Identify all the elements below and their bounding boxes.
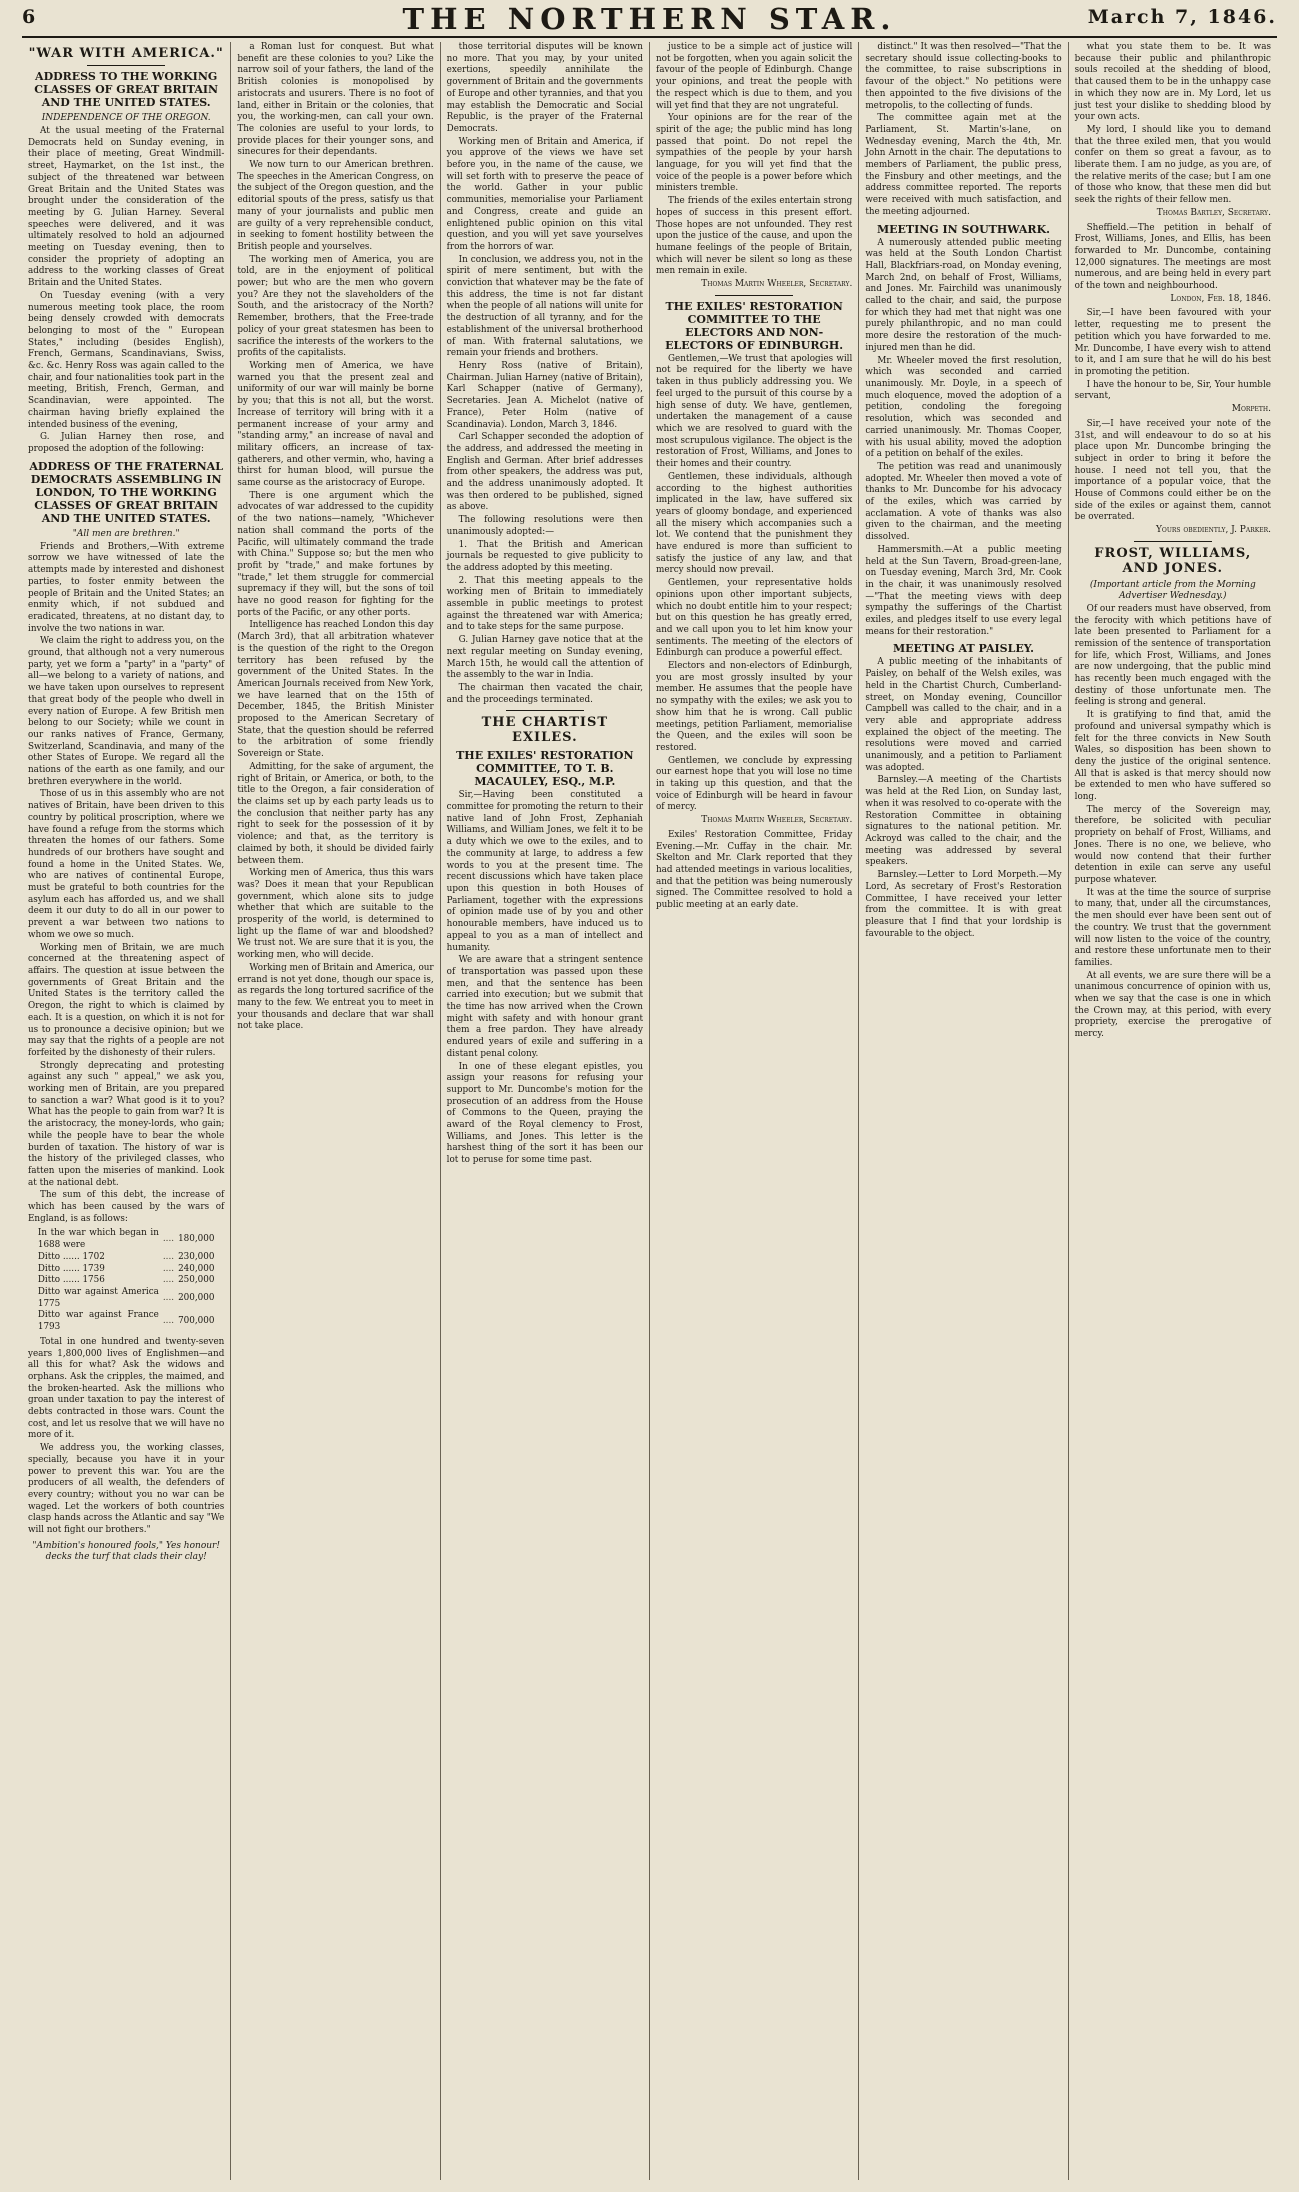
headline-edinburgh-address: THE EXILES' RESTORATION COMMITTEE TO THE ELECTORS AND NON-ELECTORS OF EDINBURGH. (665, 299, 844, 352)
column-1 (22, 42, 231, 2180)
paragraph: I have the honour to be, Sir, Your humble servant, (1074, 379, 1271, 402)
table-cell-label: Ditto ...... 1702 (37, 1251, 105, 1262)
paragraph: In one of these elegant epistles, you assign your reasons for refusing your support to Mr. Duncombe's motion for the prosecution of an address from the House of Commons to the Queen, praying the award of the Royal clemency to Frost, Williams, and Jones. This letter is the harshest thing of the sort it has been our lot to peruse for some time past. (446, 1061, 643, 1166)
paragraph: A public meeting of the inhabitants of Paisley, on behalf of the Welsh exiles, was held in the Chartist Church, Cumberland-street, on Monday evening, Councillor Campbell was called to the chair, and in a very able and appropriate address explained the object of the meeting. The resolutions were moved and carried unanimously, and a petition to Parliament was adopted. (865, 657, 1062, 773)
paragraph: 1. That the British and American journals be requested to give publicity to the address adopted by this meeting. (446, 539, 643, 573)
leader-dots: .... (162, 1316, 175, 1327)
paragraph: what you state them to be. It was because their public and philanthropic souls recoiled at the shedding of blood, that caused them to be in the unhappy case in which they now are in. My Lord, let us just test your dislike to shedding blood by your own acts. (1074, 42, 1271, 123)
table-row (36, 1275, 217, 1287)
paragraph: distinct." It was then resolved—"That the secretary should issue collecting-books to the committee, to raise subscriptions in favour of the object." No petitions were then appointed to the five divisions of the metropolis, to the collecting of funds. (865, 42, 1062, 111)
paragraph: G. Julian Harney gave notice that at the next regular meeting on Sunday evening, March 15th, he would call the attention of the assembly to the war in India. (446, 635, 643, 681)
paragraph: A numerously attended public meeting was held at the South London Chartist Hall, Blackfriars-road, on Monday evening, March 2nd, on behalf of Frost, Williams, and Jones. Mr. Fairchild was unanimously called to the chair, and said, the purpose for which they had met that night was one purely philanthropic, and no man could more desire the restoration of the much-injured men than he did. (865, 237, 1062, 353)
table-cell-value: 250,000 (178, 1275, 215, 1286)
paragraph: Your opinions are for the rear of the spirit of the age; the public mind has long passed that point. Do not repel the sympathies of the people by your harsh language, for you will yet find that the voice of the people is a power before which ministers tremble. (655, 113, 853, 194)
paragraph: The working men of America, you are told, are in the enjoyment of political power; but who are the men who govern you? Are they not the slaveholders of the South, and the aristocracy of the North? Remember, brothers, that the Free-trade policy of your great statesmen has been to sacrifice the interests of the workers to the profits of the capitalists. (237, 254, 434, 359)
table-cell-label: Ditto ...... 1739 (37, 1263, 105, 1274)
column-6 (1069, 42, 1277, 2180)
table-cell-label: Ditto ...... 1756 (37, 1275, 105, 1286)
paragraph: Working men of Britain and America, if you approve of the views we have set before you, in the name of the cause, we will set forth with to preserve the peace of the world. Gather in your public communities, memorialise your Parliament and Congress, create and guide an enlightened public opinion on this vital question, and you will yet save yourselves from the horrors of war. (446, 136, 643, 252)
paragraph: The sum of this debt, the increase of which has been caused by the wars of England, is as follows: (28, 1190, 225, 1224)
paragraph: At the usual meeting of the Fraternal Democrats held on Sunday evening, in their place of meeting, Great Windmill-street, Haymarket, on the 1st inst., the subject of the threatened war between Great Britain and the United States was brought under the consideration of the meeting by G. Julian Harney. Several speeches were delivered, and it was ultimately resolved to hold an adjourned meeting on Tuesday evening, then to consider the propriety of adopting an address to the working classes of Great Britain and the United States. (28, 126, 225, 289)
paragraph: We are aware that a stringent sentence of transportation was passed upon these men, and that the sentence has been carried into execution; but we submit that the time has now arrived when the Crown might with safety and with honour grant them a free pardon. They have already endured years of exile and suffering in a distant penal colony. (446, 955, 643, 1059)
page-number: 6 (22, 6, 36, 28)
paragraph: We address you, the working classes, specially, because you have it in your power to prevent this war. You are the producers of all wealth, the defenders of every country; without you no war can be waged. Let the workers of both countries clasp hands across the Atlantic and say "We will not fight our brothers." (28, 1443, 225, 1536)
paragraph: It is gratifying to find that, amid the profound and universal sympathy which is felt for the three convicts in New South Wales, so disposition has been shown to deny the justice of the original sentence. All that is asked is that mercy should now be extended to men who have suffered so long. (1074, 710, 1271, 803)
table-cell-value: 230,000 (178, 1251, 215, 1262)
signature: Morpeth. (1231, 404, 1271, 415)
table-cell-value: 200,000 (178, 1292, 215, 1303)
paragraph: It was at the time the source of surprise to many, that, under all the circumstances, the men should ever have been sent out of the country. We trust that the government will now listen to the voice of the country, and restore these unfortunate men to their families. (1074, 887, 1271, 968)
paragraph: justice to be a simple act of justice will not be forgotten, when you again solicit the favour of the people of Edinburgh. Change your opinions, and treat the people with the respect which is due to them, and you will yet find that they are not ungrateful. (655, 42, 853, 111)
leader-dots: .... (162, 1251, 175, 1262)
table-row (36, 1287, 217, 1310)
paragraph: Working men of Britain, we are much concerned at the threatening aspect of affairs. The question at issue between the governments of Great Britain and the United States is the territory called the Oregon, the right to which is claimed by each. It is a question, on which it is not for us to pronounce a decisive opinion; but we may say that the rights of a people are not forfeited by the dishonesty of their rulers. (28, 942, 225, 1058)
signatories: Henry Ross (native of Britain), Chairman. Julian Harney (native of Britain), Karl Schapper (native of Germany), Secretaries. Jean A. Michelot (native of France), Peter Holm (native of Scandinavia). London, March 3, 1846. (446, 360, 643, 430)
column-4 (650, 42, 859, 2180)
newspaper-title: THE NORTHERN STAR. (402, 2, 897, 36)
paragraph: Sir,—I have been favoured with your letter, requesting me to present the petition which you have forwarded to me. Mr. Duncombe, I have every wish to attend to it, and I am sure that he will do his best in promoting the petition. (1074, 308, 1271, 377)
paragraph: The committee again met at the Parliament, St. Martin's-lane, on Wednesday evening, March the 4th, Mr. John Arnott in the chair. The deputations to members of Parliament, the public press, the Finsbury and other meetings, and the address committee reported. The reports were received with much satisfaction, and the meeting adjourned. (865, 113, 1062, 217)
table-cell-label: Ditto war against America 1775 (37, 1286, 159, 1309)
table-cell-label: In the war which began in 1688 were (37, 1228, 159, 1251)
verse-quote: "Ambition's honoured fools," Yes honour! decks the turf that clads their clay! (32, 1540, 220, 1562)
paragraph: We claim the right to address you, on the ground, that although not a very numerous party, yet we form a "party" in a "party" of all—we belong to a variety of nations, and we have taken upon ourselves to represent that great body of the people who dwell in every nation of Europe. A few British men belong to our Society; while we count in our ranks natives of France, Germany, Switzerland, Scandinavia, and many of the other States of Europe. We regard all the nations of the earth as one family, and our brethren everywhere in the world. (28, 636, 225, 787)
paragraph: those territorial disputes will be known no more. That you may, by your united exertions, speedily annihilate the government of Britain and the governments of Europe and other tyrannies, and that you may establish the Democratic and Social Republic, is the prayer of the Fraternal Democrats. (446, 42, 643, 134)
signature: Yours obediently, J. Parker. (1155, 525, 1271, 536)
paragraph: Mr. Wheeler moved the first resolution, which was seconded and carried unanimously. Mr. Doyle, in a speech of much eloquence, moved the adoption of a petition, condoling the foregoing resolution, which was seconded and carried unanimously. Mr. Thomas Cooper, with his usual ability, moved the adoption of a petition on behalf of the exiles. (865, 355, 1062, 460)
war-casualty-table (36, 1228, 217, 1333)
paragraph: a Roman lust for conquest. But what benefit are these colonies to you? Like the narrow soil of your fathers, the land of the British colonies is monopolised by aristocrats and usurers. There is no foot of land, either in Britain or the colonies, that you, the working-men, can call your own. The colonies are useful to your lords, to provide places for their younger sons, and sinecures for their dependants. (237, 42, 434, 158)
headline-war-with-america: "WAR WITH AMERICA." (28, 46, 224, 61)
headline-paisley-meeting: MEETING AT PAISLEY. (892, 642, 1034, 656)
paragraph: Sir,—I have received your note of the 31st, and will endeavour to do so at his place upon Mr. Duncombe bringing the subject in order to bring it before the house. I need not tell you, that the importance of a popular voice, that the House of Commons could either be on the side of the exiles or against them, cannot be overrated. (1074, 418, 1271, 523)
paragraph: Working men of Britain and America, our errand is not yet done, though our space is, as regards the long tortured sacrifice of the many to the few. We entreat you to meet in your thousands and declare that war shall not take place. (237, 962, 434, 1032)
paragraph: The petition was read and unanimously adopted. Mr. Wheeler then moved a vote of thanks to Mr. Duncombe for his advocacy of the exiles, which was carried by acclamation. A vote of thanks was also given to the chairman, and the meeting dissolved. (865, 461, 1062, 543)
paragraph: Of our readers must have observed, from the ferocity with which petitions have of late been presented to Parliament for a remission of the sentence of transportation for life, which Frost, Williams, and Jones are now undergoing, that the public mind has recently been much engaged with the destiny of those unfortunate men. The feeling is strong and general. (1074, 603, 1271, 708)
divider (1134, 541, 1213, 542)
leader-dots: .... (162, 1263, 175, 1274)
paragraph: Exiles' Restoration Committee, Friday Evening.—Mr. Cuffay in the chair. Mr. Skelton and Mr. Clark reported that they had attended meetings in various localities, and that the petition was being numerously signed. The Committee resolved to hold a public meeting at an early date. (655, 829, 853, 911)
headline-fraternal-address: ADDRESS OF THE FRATERNAL DEMOCRATS ASSEMBLING IN LONDON, TO THE WORKING CLASSES OF GREAT BRITAIN AND THE UNITED STATES. (29, 459, 223, 525)
leader-dots: .... (162, 1275, 175, 1286)
article-columns (22, 42, 1277, 2180)
paragraph: We now turn to our American brethren. The speeches in the American Congress, on the subject of the Oregon question, and the editorial spouts of the press, satisfy us that many of your journalists and public men are guilty of a very reprehensible conduct, in seeking to foment hostility between the British people and yourselves. (237, 160, 434, 252)
paragraph: Barnsley.—Letter to Lord Morpeth.—My Lord, As secretary of Frost's Restoration Committee, I have received your letter from the committee. It is with great pleasure that I find that your lordship is favourable to the object. (865, 870, 1062, 939)
table-row (36, 1264, 217, 1276)
leader-dots: .... (162, 1234, 175, 1245)
paragraph: Those of us in this assembly who are not natives of Britain, have been driven to this country by political proscription, where we have found a refuge from the storms which threaten the homes of our fathers. Some hundreds of our brothers have sought and found a home in the United States. We, who are natives of continental Europe, must be grateful to both countries for the asylum each has afforded us, and we shall deem it our duty to do all in our power to prevent a war between two nations to whom we owe so much. (28, 789, 225, 940)
paragraph: Admitting, for the sake of argument, the right of Britain, or America, or both, to the title to the Oregon, a fair consideration of the claims set up by each party leads us to the conclusion that neither party has any right to seek for the possession of it by violence; and that, as the territory is claimed by both, it should be divided fairly between them. (237, 761, 434, 866)
paragraph: Working men of America, thus this wars was? Does it mean that your Republican government, which alone sits to judge whether that which are suitable to the prosperity of the world, is determined to light up the flame of war and bloodshed? We trust not. We are sure that it is you, the working men, who will decide. (237, 868, 434, 961)
table-row (36, 1310, 217, 1333)
masthead (22, 4, 1277, 38)
dateline: London, Feb. 18, 1846. (1170, 293, 1271, 304)
paragraph: Strongly deprecating and protesting against any such " appeal," we ask you, working men of Britain, are you prepared to sanction a war? What good is it to you? What has the people to gain from war? It is the aristocracy, the money-lords, who gain; while the people have to bear the whole burden of taxation. The history of war is the history of the privileged classes, who fatten upon the miseries of mankind. Look at the national debt. (28, 1060, 225, 1188)
paragraph: On Tuesday evening (with a very numerous meeting took place, the room being densely crowded with democrats belonging to most of the " European States," including (besides English), French, Germans, Scandinavians, Swiss, &c. &c. Henry Ross was again called to the chair, and four nationalities took part in the meeting, British, French, German, and Scandinavian, were appointed. The chairman having briefly explained the intended business of the evening, (28, 290, 225, 430)
paragraph: There is one argument which the advocates of war addressed to the cupidity of the two nations—namely, "Whichever nation shall command the ports of the Pacific, will ultimately command the trade with China." Suppose so; but the men who profit by "trade," and make fortunes by "trade," let them struggle for commercial supremacy if they will, but the sons of toil have no good reason for fighting for the ports of the Pacific, or any other ports. (237, 490, 434, 618)
headline-restoration-committee: THE EXILES' RESTORATION COMMITTEE, TO T. B. MACAULEY, ESQ., M.P. (456, 749, 634, 789)
table-cell-value: 180,000 (178, 1234, 215, 1245)
divider (87, 65, 166, 66)
paragraph: Total in one hundred and twenty-seven years 1,800,000 lives of Englishmen—and all this for what? Ask the widows and orphans. Ask the cripples, the maimed, and the broken-hearted. Ask the millions who groan under taxation to pay the interest of debts contracted in those wars. Count the cost, and let us resolve that we will have no more of it. (28, 1336, 225, 1441)
paragraph: Gentlemen, we conclude by expressing our earnest hope that you will lose no time in taking up this question, and that the voice of Edinburgh will be heard in favour of mercy. (655, 755, 853, 813)
paragraph: G. Julian Harney then rose, and proposed the adoption of the following: (28, 432, 225, 454)
paragraph: The mercy of the Sovereign may, therefore, be solicited with peculiar propriety on behalf of Frost, Williams, and Jones. There is no one, we believe, who would now contend that their further detention in exile can serve any useful purpose whatever. (1074, 804, 1271, 885)
divider (715, 295, 794, 296)
paragraph: In conclusion, we address you, not in the spirit of mere sentiment, but with the conviction that whatever may be the fate of this address, the time is not far distant when the people of all nations will unite for the destruction of all tyranny, and for the establishment of the universal brotherhood of man. With fraternal salutations, we remain your friends and brothers. (446, 254, 643, 359)
signature: Thomas Martin Wheeler, Secretary. (701, 815, 853, 826)
paragraph: Gentlemen, your representative holds opinions upon other important subjects, which no doubt entitle him to your respect; but on this question he has greatly erred, and we call upon you to let him know your sentiments. The meeting of the electors of Edinburgh can produce a powerful effect. (655, 578, 853, 659)
paragraph: Gentlemen, these individuals, although according to the highest authorities implicated in the law, have suffered six years of gloomy bondage, and experienced all the misery which accompanies such a lot. We contend that the punishment they have endured is more than sufficient to satisfy the justice of any law, and that mercy should now prevail. (655, 471, 853, 576)
divider (506, 710, 585, 711)
subheadline-oregon: INDEPENDENCE OF THE OREGON. (41, 113, 211, 123)
paragraph: Working men of America, we have warned you that the present zeal and uniformity of our war will mainly be borne by you; that this is not all, but the worst. Increase of territory will bring with it a permanent increase of your army and "standing army," an increase of naval and military officers, an increase of tax-gatherers, and other vermin, who, having a thirst for human blood, will pursue the same course as the aristocracy of Europe. (237, 360, 434, 489)
subheadline-morning-advertiser: (Important article from the Morning Advertiser Wednesday.) (1089, 579, 1256, 601)
paragraph: 2. That this meeting appeals to the working men of Britain to immediately assemble in public meetings to protest against the threatened war with America; and to take steps for the same purpose. (446, 575, 643, 633)
issue-date: March 7, 1846. (1087, 6, 1277, 28)
column-5 (859, 42, 1068, 2180)
paragraph: Barnsley.—A meeting of the Chartists was held at the Red Lion, on Sunday last, when it was resolved to co-operate with the Restoration Committee in obtaining signatures to the national petition. Mr. Ackroyd was called to the chair, and the meeting was addressed by several speakers. (865, 775, 1062, 868)
paragraph: Friends and Brothers,—With extreme sorrow we have witnessed of late the attempts made by interested and dishonest parties, to foster enmity between the people of Britain and the United States; an enmity which, if not subdued and eradicated, threatens, at no distant day, to involve the two nations in war. (28, 541, 225, 634)
signature: Thomas Martin Wheeler, Secretary. (701, 279, 853, 290)
table-cell-value: 700,000 (178, 1316, 215, 1327)
leader-dots: .... (162, 1292, 175, 1303)
table-cell-value: 240,000 (178, 1263, 215, 1274)
paragraph: Intelligence has reached London this day (March 3rd), that all arbitration whatever is the question of the right to the Oregon territory has been refused by the government of the United States. In the American Journals received from New York, we have learned that on the 15th of December, 1845, the British Minister proposed to the American Secretary of State, that the question should be referred to the arbitration of some friendly Sovereign or State. (237, 620, 434, 760)
paragraph: Sir,—Having been constituted a committee for promoting the return to their native land of John Frost, Zephaniah Williams, and William Jones, we felt it to be a duty which we owe to the exiles, and to the community at large, to address a few words to you at the present time. The recent discussions which have taken place upon this question in both Houses of Parliament, together with the expressions of opinion made use of by you and other honourable members, have induced us to appeal to you as a man of intellect and humanity. (446, 790, 643, 953)
paragraph: The friends of the exiles entertain strong hopes of success in this present effort. Those hopes are not unfounded. They rest upon the justice of the cause, and upon the humane feelings of the people of Britain, which will never be silent so long as these men remain in exile. (655, 196, 853, 277)
column-2 (231, 42, 440, 2180)
paragraph: Hammersmith.—At a public meeting held at the Sun Tavern, Broad-green-lane, on Tuesday evening, March 3rd, Mr. Cook in the chair, it was unanimously resolved—"That the meeting views with deep sympathy the sufferings of the Chartist exiles, and pledges itself to use every legal means for their restoration." (865, 544, 1062, 637)
table-cell-label: Ditto war against France 1793 (37, 1310, 159, 1333)
paragraph: My lord, I should like you to demand that the three exiled men, that you would confer on them so great a favour, as to liberate them. I am no judge, as you are, of the relative merits of the case; but I am one of those who know, that these men did but seek the rights of their fellow men. (1074, 124, 1271, 206)
headline-frost-williams-jones: FROST, WILLIAMS, AND JONES. (1094, 545, 1252, 576)
headline-address: ADDRESS TO THE WORKING CLASSES OF GREAT BRITAIN AND THE UNITED STATES. (34, 70, 219, 109)
salutation: "All men are brethren." (72, 528, 180, 539)
paragraph: Electors and non-electors of Edinburgh, you are most grossly insulted by your member. He assumes that the people have no sympathy with the exiles; we ask you to show him that he is wrong. Call public meetings, petition Parliament, memorialise the Queen, and the exiles will soon be restored. (655, 661, 853, 753)
column-3 (441, 42, 650, 2180)
paragraph: The chairman then vacated the chair, and the proceedings terminated. (446, 682, 643, 705)
paragraph: The following resolutions were then unanimously adopted:— (446, 515, 643, 537)
table-row (36, 1228, 217, 1251)
headline-southwark-meeting: MEETING IN SOUTHWARK. (876, 222, 1050, 236)
paragraph: Gentlemen,—We trust that apologies will not be required for the liberty we have taken in thus publicly addressing you. We feel urged to the pursuit of this course by a high sense of duty. We have, gentlemen, undertaken the management of a cause which we are resolved to guard with the most scrupulous vigilance. The object is the restoration of Frost, Williams, and Jones to their homes and their country. (655, 353, 853, 470)
paragraph: Carl Schapper seconded the adoption of the address, and addressed the meeting in English and German. After brief addresses from other speakers, the address was put, and the address unanimously adopted. It was then ordered to be published, signed as above. (446, 432, 643, 513)
paragraph: At all events, we are sure there will be a unanimous concurrence of opinion with us, when we say that the case is one in which the Crown may, at this period, with every propriety, exercise the prerogative of mercy. (1074, 970, 1271, 1040)
table-row (36, 1252, 217, 1264)
signature: Thomas Bartley, Secretary. (1156, 207, 1271, 218)
paragraph: Sheffield.—The petition in behalf of Frost, Williams, Jones, and Ellis, has been forwarded to Mr. Duncombe, containing 12,000 signatures. The meetings are most numerous, and are being held in every part of the town and neighbourhood. (1074, 222, 1271, 292)
headline-chartist-exiles: THE CHARTIST EXILES. (481, 715, 609, 746)
